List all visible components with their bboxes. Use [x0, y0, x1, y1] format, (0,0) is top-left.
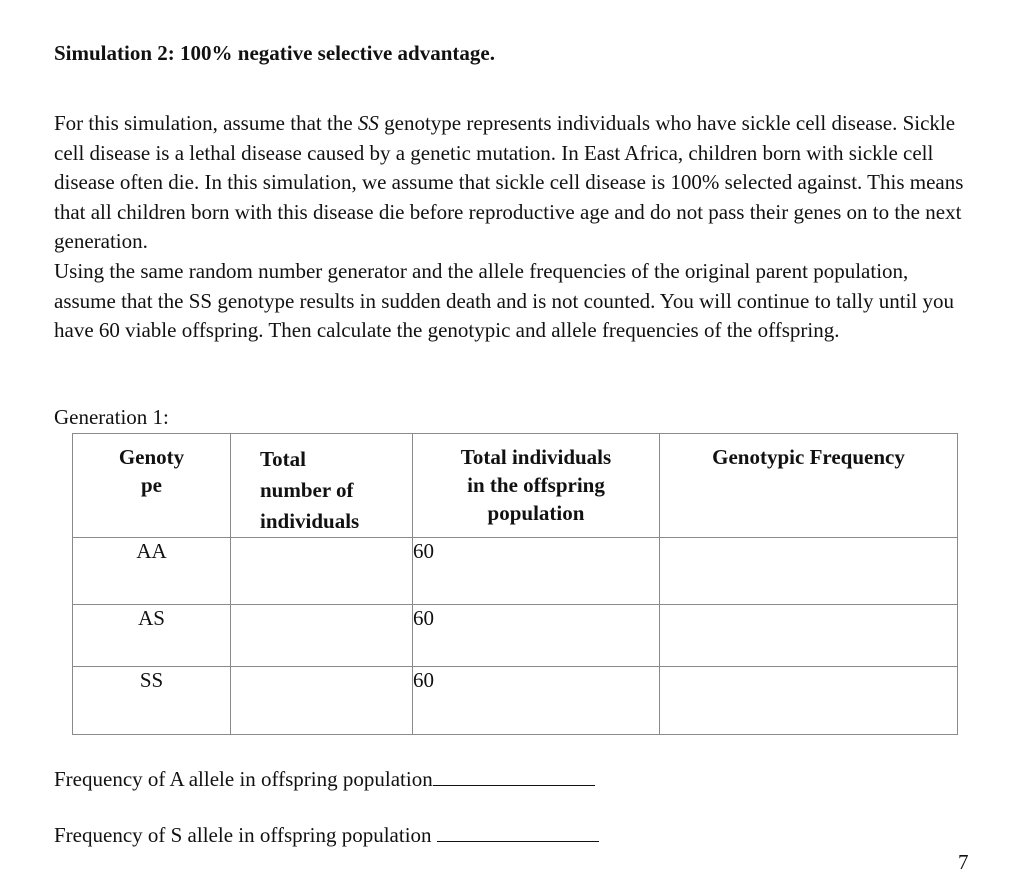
- table-row: [73, 538, 958, 605]
- genotype-table: [72, 433, 958, 735]
- freq-a-label: Frequency of A allele in offspring population: [54, 767, 433, 791]
- generation-label: Generation 1:: [54, 405, 169, 429]
- instructions-text: [54, 109, 964, 346]
- total-input-cell[interactable]: [231, 538, 413, 605]
- genotype-cell: SS: [73, 667, 231, 735]
- freq-s-line: [54, 821, 599, 848]
- genotype-cell: AS: [73, 605, 231, 667]
- frequency-input-cell[interactable]: [660, 538, 958, 605]
- header-genotype: Genoty pe: [73, 434, 231, 538]
- frequency-input-cell[interactable]: [660, 605, 958, 667]
- table-row: [73, 605, 958, 667]
- total-input-cell[interactable]: [231, 605, 413, 667]
- header-genotypic-frequency: Genotypic Frequency: [660, 434, 958, 538]
- header-total-number: Total number of individuals: [231, 434, 413, 538]
- frequency-input-cell[interactable]: [660, 667, 958, 735]
- offspring-total-cell: 60: [413, 605, 660, 667]
- freq-a-answer-blank[interactable]: [433, 765, 595, 786]
- offspring-total-cell: 60: [413, 538, 660, 605]
- header-offspring-total: Total individuals in the offspring population: [413, 434, 660, 538]
- intro-paragraph: [54, 109, 964, 257]
- ss-genotype-italic: SS: [357, 111, 379, 135]
- offspring-total-cell: 60: [413, 667, 660, 735]
- section-title: Simulation 2: 100% negative selective advantage.: [54, 41, 495, 65]
- freq-a-line: [54, 765, 595, 792]
- table-header-row: [73, 434, 958, 538]
- total-input-cell[interactable]: [231, 667, 413, 735]
- intro-text-start: For this simulation, assume that the: [54, 111, 358, 135]
- freq-s-answer-blank[interactable]: [437, 821, 599, 842]
- procedure-paragraph: Using the same random number generator and the allele frequencies of the original parent population, assume that the SS genotype results in sudden death and is not counted. You will continue to tally until you have 60 viable offspring. Then calculate the genotypic and allele frequencies of the offspring.: [54, 258, 954, 343]
- page-number: 7: [958, 850, 969, 874]
- intro-text-end: genotype represents individuals who have sickle cell disease. Sickle cell disease is a lethal disease caused by a genetic mutation. In East Africa, children born with sickle cell disease often die. In this simulation, we assume that sickle cell disease is 100% selected against. This means that all children born with this disease die before reproductive age and do not pass their genes on to the next generation.: [54, 111, 964, 254]
- table-row: [73, 667, 958, 735]
- freq-s-label: Frequency of S allele in offspring population: [54, 823, 437, 847]
- genotype-cell: AA: [73, 538, 231, 605]
